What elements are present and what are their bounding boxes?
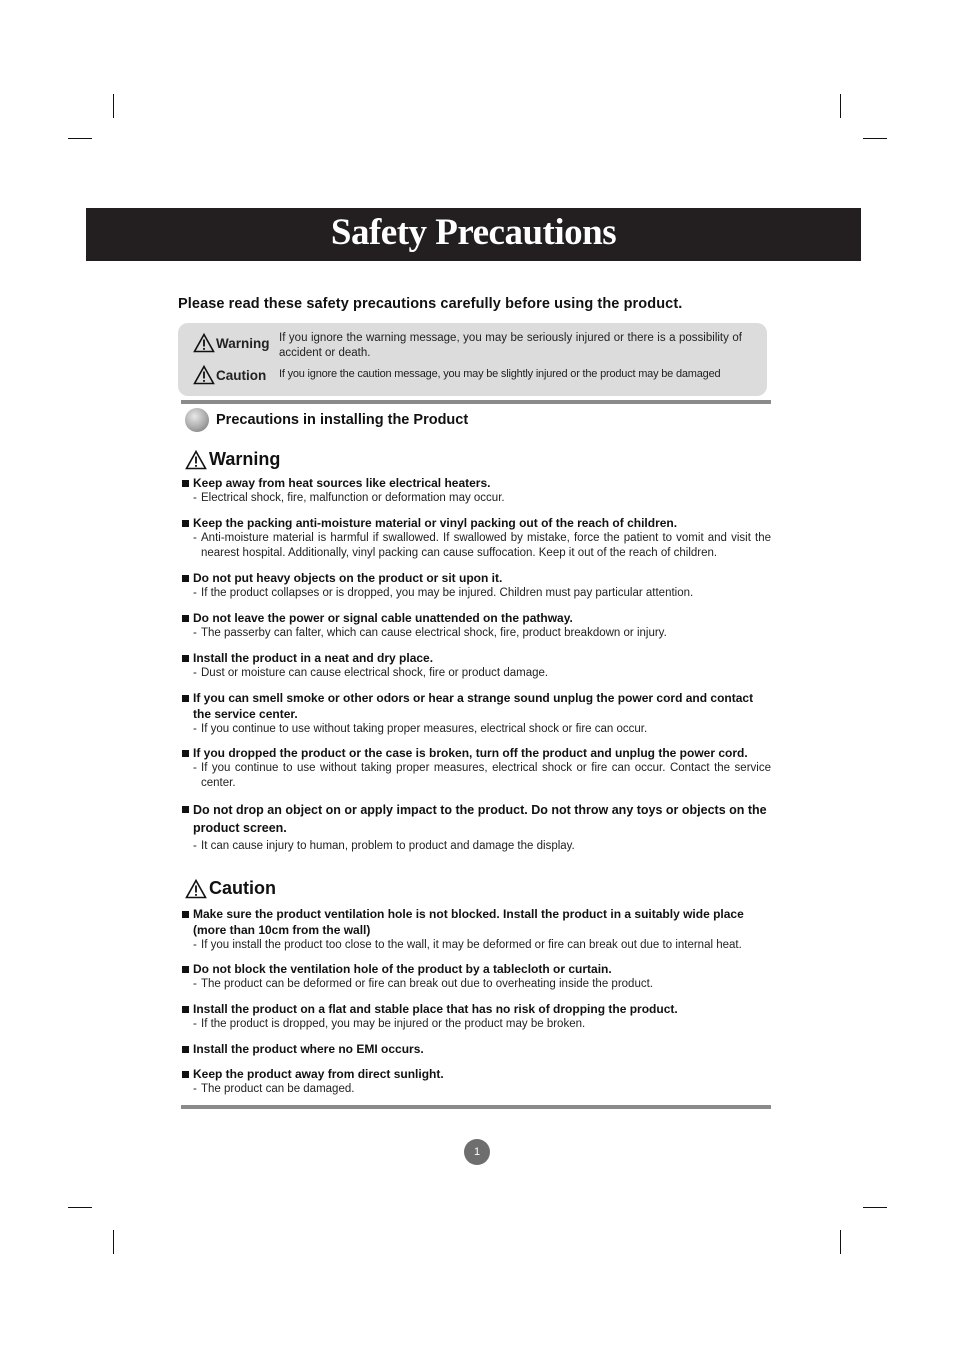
item-heading: Install the product where no EMI occurs. — [181, 1041, 771, 1057]
warning-item — [181, 570, 771, 601]
item-heading: Keep the packing anti-moisture material or vinyl packing out of the reach of children. — [181, 515, 771, 531]
item-description: - Anti-moisture material is harmful if swallowed. If swallowed by mistake, force the patient to vomit and visit the nearest hospital. Additionally, vinyl packing can cause suffocation. Keep it out of the reach of children. — [181, 531, 771, 561]
warning-item — [181, 801, 771, 854]
caution-heading — [185, 878, 276, 899]
item-description: - Dust or moisture can cause electrical shock, fire or product damage. — [181, 666, 771, 681]
item-heading: Make sure the product ventilation hole is not blocked. Install the product in a suitably wide place (more than 10cm from the wall) — [181, 906, 771, 938]
crop-mark — [113, 1230, 114, 1254]
legend-caution-label — [193, 365, 266, 385]
item-heading: Install the product in a neat and dry place. — [181, 650, 771, 666]
item-heading: Keep the product away from direct sunlight. — [181, 1066, 771, 1082]
item-heading: Do not leave the power or signal cable unattended on the pathway. — [181, 610, 771, 626]
item-heading: Install the product on a flat and stable place that has no risk of dropping the product. — [181, 1001, 771, 1017]
warning-item — [181, 745, 771, 791]
item-description: - If you continue to use without taking proper measures, electrical shock or fire can occur. — [181, 722, 771, 737]
warning-item — [181, 690, 771, 737]
crop-mark — [863, 1207, 887, 1208]
warning-triangle-icon — [193, 333, 215, 353]
section-bullet-icon — [185, 408, 209, 432]
page-number: 1 — [464, 1139, 490, 1165]
item-heading: Do not block the ventilation hole of the product by a tablecloth or curtain. — [181, 961, 771, 977]
legend-warning-word: Warning — [216, 335, 270, 351]
warning-item — [181, 515, 771, 561]
item-heading: If you dropped the product or the case is broken, turn off the product and unplug the power cord. — [181, 745, 771, 761]
warning-heading-text: Warning — [209, 449, 281, 469]
caution-item — [181, 906, 771, 953]
item-description: - Electrical shock, fire, malfunction or deformation may occur. — [181, 491, 771, 506]
legend-caution-text: If you ignore the caution message, you may be slightly injured or the product may be damaged — [279, 368, 721, 380]
divider-bottom — [181, 1105, 771, 1109]
caution-item — [181, 1001, 771, 1032]
title-banner — [86, 208, 861, 261]
crop-mark — [68, 138, 92, 139]
caution-item — [181, 1041, 771, 1057]
page-title: Safety Precautions — [330, 212, 617, 253]
warning-item — [181, 610, 771, 641]
warning-item — [181, 475, 771, 506]
caution-triangle-icon — [193, 365, 215, 385]
warning-item — [181, 650, 771, 681]
item-heading: Keep away from heat sources like electrical heaters. — [181, 475, 771, 491]
caution-triangle-icon — [185, 879, 207, 899]
caution-item — [181, 1066, 771, 1097]
item-description: - The product can be deformed or fire can break out due to overheating inside the product. — [181, 977, 771, 992]
item-heading: If you can smell smoke or other odors or hear a strange sound unplug the power cord and contact the service center. — [181, 690, 771, 722]
item-heading: Do not put heavy objects on the product or sit upon it. — [181, 570, 771, 586]
section-header — [185, 408, 468, 432]
legend-warning-text: If you ignore the warning message, you may be seriously injured or there is a possibility of accident or death. — [279, 332, 742, 359]
intro-text: Please read these safety precautions carefully before using the product. — [178, 296, 683, 312]
section-title: Precautions in installing the Product — [216, 412, 469, 428]
legend-warning-label — [193, 333, 270, 353]
crop-mark — [68, 1207, 92, 1208]
item-description: - The product can be damaged. — [181, 1082, 771, 1097]
item-description: - The passerby can falter, which can cause electrical shock, fire, product breakdown or injury. — [181, 626, 771, 641]
crop-mark — [863, 138, 887, 139]
legend-box — [178, 323, 767, 396]
item-description: - If the product collapses or is dropped, you may be injured. Children must pay particular attention. — [181, 586, 771, 601]
item-description: - It can cause injury to human, problem to product and damage the display. — [181, 839, 771, 854]
item-description: - If you install the product too close to the wall, it may be deformed or fire can break out due to internal heat. — [181, 938, 771, 953]
crop-mark — [840, 94, 841, 118]
warning-triangle-icon — [185, 450, 207, 470]
legend-caution-word: Caution — [216, 367, 267, 383]
crop-mark — [840, 1230, 841, 1254]
caution-item — [181, 961, 771, 992]
item-heading: Do not drop an object on or apply impact to the product. Do not throw any toys or objects on the product screen. — [181, 801, 771, 837]
divider-top — [181, 400, 771, 404]
item-description: - If the product is dropped, you may be injured or the product may be broken. — [181, 1017, 771, 1032]
caution-heading-text: Caution — [209, 878, 276, 898]
item-description: - If you continue to use without taking proper measures, electrical shock or fire can occur. Contact the service center. — [181, 761, 771, 791]
warning-heading — [185, 449, 280, 470]
crop-mark — [113, 94, 114, 118]
